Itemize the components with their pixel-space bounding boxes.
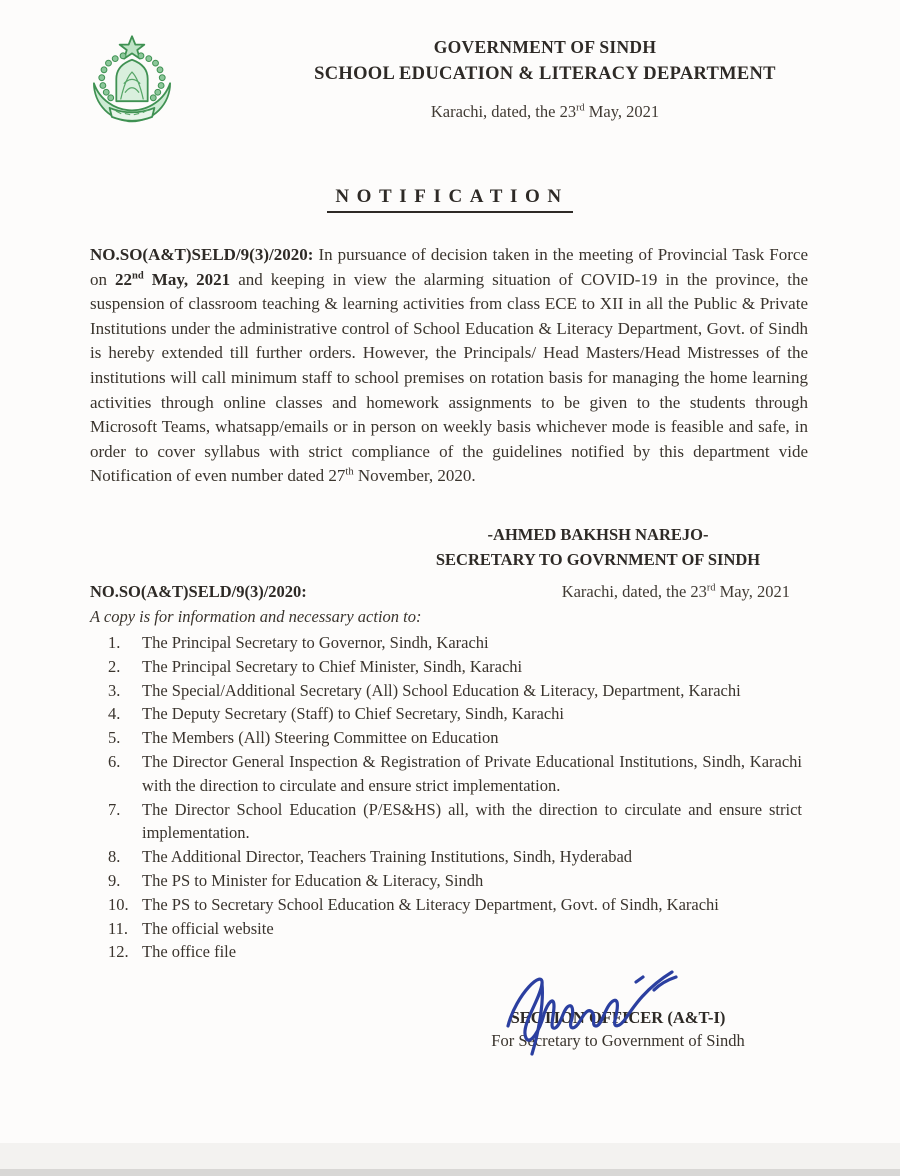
signatory-name: -AHMED BAKHSH NAREJO-	[487, 524, 709, 544]
signoff-block	[428, 1006, 808, 1052]
cc-item-number: 12.	[108, 942, 129, 962]
cc-item-number: 2.	[108, 656, 121, 676]
cc-item-number: 11.	[108, 918, 129, 938]
cc-item-text: The office file	[142, 942, 237, 962]
cc-dateline	[562, 580, 790, 603]
meeting-date-rest: May, 2021	[143, 269, 231, 289]
cc-list	[108, 631, 808, 964]
header-date-ordinal: rd	[576, 102, 585, 114]
signoff-officer-title: SECTION OFFICER (A&T-I)	[510, 1008, 726, 1028]
cc-item-number: 8.	[108, 847, 121, 867]
notification-title	[0, 186, 900, 213]
cc-item-text: The Principal Secretary to Governor, Sindh, Karachi	[142, 632, 489, 652]
cc-list-item	[108, 702, 808, 726]
cc-item-text: The PS to Minister for Education & Literacy, Sindh	[142, 870, 484, 890]
cc-list-item	[108, 679, 808, 703]
header-date-text: Karachi, dated, the 23	[430, 101, 577, 121]
cc-reference-number: NO.SO(A&T)SELD/9(3)/2020:	[90, 581, 307, 601]
cc-date-ordinal: rd	[706, 582, 716, 594]
cc-item-text: The Director School Education (P/ES&HS) all, with the direction to circulate and ensure strict implementation.	[142, 799, 802, 843]
scan-bottom-shading	[0, 1143, 900, 1169]
prior-date-ordinal: th	[345, 466, 354, 478]
reference-number: NO.SO(A&T)SELD/9(3)/2020:	[90, 245, 314, 264]
cc-item-text: The official website	[142, 918, 274, 938]
cc-list-item	[108, 798, 808, 846]
cc-reference-row	[90, 580, 808, 603]
signoff-for-line: For Secretary to Government of Sindh	[491, 1031, 745, 1051]
cc-item-number: 1.	[108, 632, 121, 652]
cc-item-number: 10.	[108, 894, 129, 914]
cc-item-number: 7.	[108, 799, 121, 819]
prior-notification-date	[328, 466, 475, 485]
cc-item-text: The Principal Secretary to Chief Minister, Sindh, Karachi	[142, 656, 523, 676]
cc-list-item	[108, 940, 808, 964]
cc-list-item	[108, 750, 808, 798]
cc-item-text: The Special/Additional Secretary (All) School Education & Literacy, Department, Karachi	[142, 680, 741, 700]
body-text-segment: and keeping in view the alarming situation of COVID-19 in the province, the suspension of classroom teaching & learning activities from class ECE to XII in all the Public & Private Institutions under the administrative control of School Education & Literacy Department, Govt. of Sindh is hereby extended till further orders. However, the Principals/ Head Masters/Head Mistresses of the institutions will call minimum staff to school premises on rotation basis for managing the home learning activities through online classes and homework assignments to be given to the students through Microsoft Teams, whatsapp/emails or in person on weekly basis whichever mode is feasible and safe, in order to cover syllabus with strict compliance of the guidelines notified by this department vide Notification of even number dated	[90, 269, 809, 486]
body-paragraph	[90, 243, 808, 489]
cc-item-text: The Deputy Secretary (Staff) to Chief Secretary, Sindh, Karachi	[142, 704, 564, 724]
cc-item-text: The Members (All) Steering Committee on Education	[142, 728, 499, 748]
cc-intro-line: A copy is for information and necessary action to:	[90, 606, 422, 626]
cc-item-number: 6.	[108, 751, 121, 771]
cc-item-number: 5.	[108, 728, 121, 748]
cc-date-rest: May, 2021	[715, 581, 790, 601]
header-date-rest: May, 2021	[584, 101, 660, 121]
prior-date-day: 27	[328, 466, 346, 486]
scan-bottom-edge	[0, 1169, 900, 1176]
signatory-block	[388, 523, 808, 572]
cc-list-item	[108, 845, 808, 869]
cc-list-item	[108, 869, 808, 893]
cc-item-text: The PS to Secretary School Education & Literacy Department, Govt. of Sindh, Karachi	[142, 894, 719, 914]
cc-list-item	[108, 917, 808, 941]
cc-item-number: 9.	[108, 870, 121, 890]
cc-list-item	[108, 726, 808, 750]
meeting-date-ordinal: nd	[132, 269, 144, 281]
cc-item-number: 4.	[108, 704, 121, 724]
cc-date-text: Karachi, dated, the 23	[561, 581, 707, 601]
sindh-government-emblem-icon	[76, 34, 188, 146]
cc-list-item	[108, 893, 808, 917]
letterhead	[0, 0, 900, 156]
cc-item-text: The Director General Inspection & Registration of Private Educational Institutions, Sindh, Karachi with the direction to circulate and ensure strict implementation.	[142, 751, 802, 795]
department-title: SCHOOL EDUCATION & LITERACY DEPARTMENT	[314, 63, 776, 84]
cc-list-item	[108, 655, 808, 679]
cc-list-item	[108, 631, 808, 655]
cc-item-text: The Additional Director, Teachers Training Institutions, Sindh, Hyderabad	[142, 847, 633, 867]
government-title: GOVERNMENT OF SINDH	[433, 37, 657, 57]
prior-date-rest: November, 2020.	[353, 466, 476, 486]
signatory-title: SECRETARY TO GOVRNMENT OF SINDH	[435, 549, 761, 569]
cc-item-number: 3.	[108, 680, 121, 700]
header-dateline	[190, 101, 900, 123]
meeting-date	[115, 270, 230, 289]
notification-title-text: NOTIFICATION	[327, 186, 572, 213]
body-text-segment: In pursuance of decision taken in the meeting of Provincial Task Force on	[90, 245, 808, 289]
meeting-date-day: 22	[115, 269, 133, 289]
